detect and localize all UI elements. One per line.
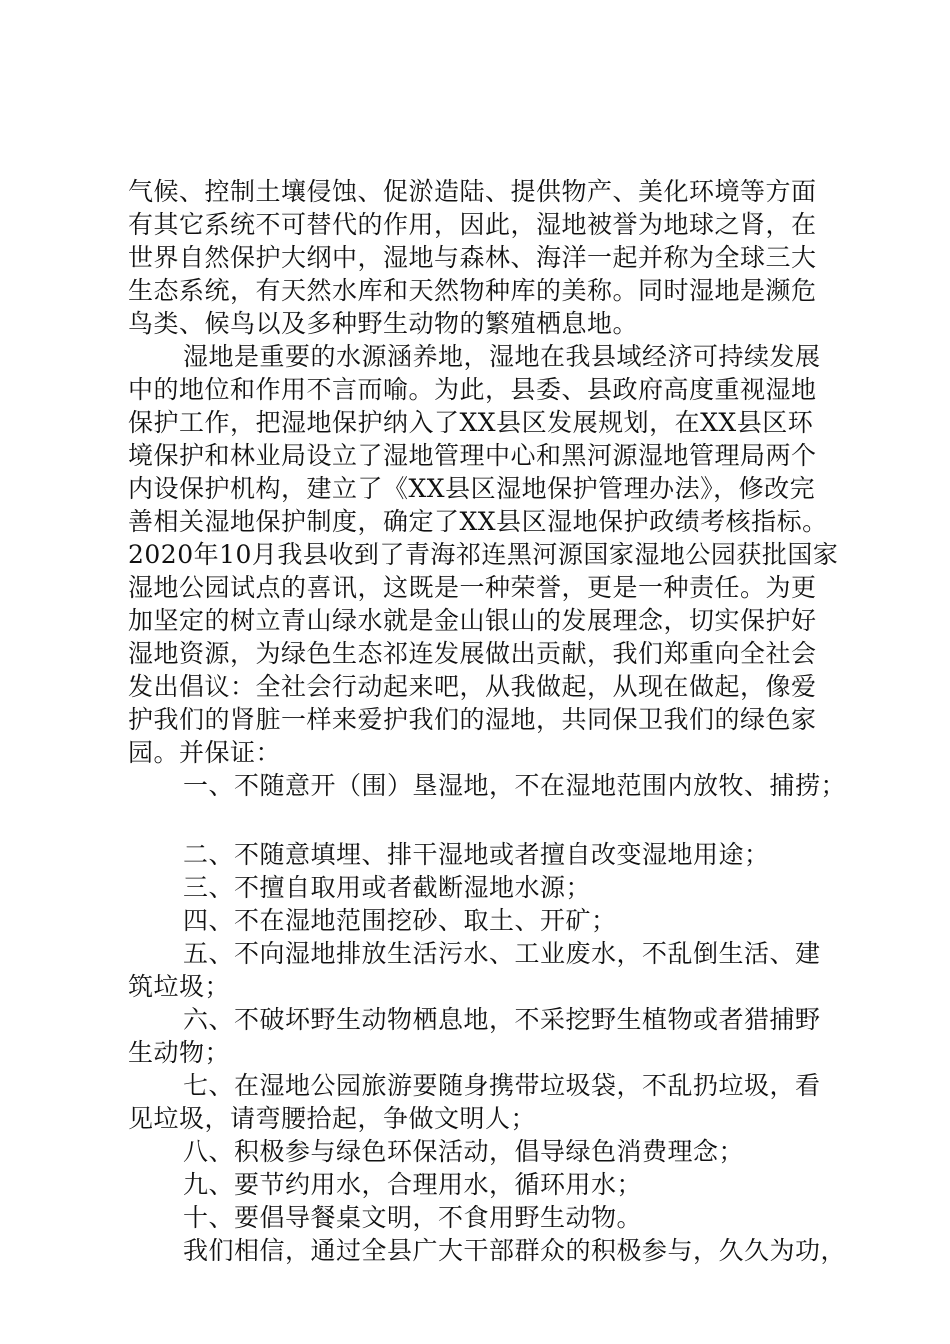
text-line: 生态系统，有天然水库和天然物种库的美称。同时湿地是濒危 (128, 276, 817, 305)
pledge-item-9: 九、要节约用水，合理用水，循环用水； (183, 1170, 643, 1199)
pledge-item-10: 十、要倡导餐桌文明，不食用野生动物。 (183, 1203, 643, 1232)
text-line: 有其它系统不可替代的作用，因此，湿地被誉为地球之肾，在 (128, 210, 817, 239)
pledge-item-5: 五、不向湿地排放生活污水、工业废水，不乱倒生活、建 (183, 939, 821, 968)
text-line: 气候、控制土壤侵蚀、促淤造陆、提供物产、美化环境等方面 (128, 177, 817, 206)
pledge-item-1: 一、不随意开（围）垦湿地，不在湿地范围内放牧、捕捞； (183, 771, 847, 800)
text-line: 园。并保证： (128, 738, 282, 767)
closing-paragraph-line: 我们相信，通过全县广大干部群众的积极参与，久久为功， (183, 1236, 847, 1265)
pledge-item-2: 二、不随意填埋、排干湿地或者擅自改变湿地用途； (183, 840, 770, 869)
pledge-item-8: 八、积极参与绿色环保活动，倡导绿色消费理念； (183, 1137, 745, 1166)
text-line: 内设保护机构，建立了《XX县区湿地保护管理办法》，修改完 (128, 474, 816, 503)
paragraph-first-line: 湿地是重要的水源涵养地，湿地在我县域经济可持续发展 (183, 342, 821, 371)
pledge-item-6: 六、不破坏野生动物栖息地，不采挖野生植物或者猎捕野 (183, 1005, 821, 1034)
text-line: 湿地公园试点的喜讯，这既是一种荣誉，更是一种责任。为更 (128, 573, 817, 602)
text-line: 中的地位和作用不言而喻。为此，县委、县政府高度重视湿地 (128, 375, 817, 404)
text-line: 鸟类、候鸟以及多种野生动物的繁殖栖息地。 (128, 309, 639, 338)
pledge-item-6-continued: 生动物； (128, 1038, 231, 1067)
pledge-item-4: 四、不在湿地范围挖砂、取土、开矿； (183, 906, 617, 935)
pledge-item-3: 三、不擅自取用或者截断湿地水源； (183, 873, 592, 902)
text-line: 加坚定的树立青山绿水就是金山银山的发展理念，切实保护好 (128, 606, 817, 635)
text-line: 善相关湿地保护制度，确定了XX县区湿地保护政绩考核指标。 (128, 507, 828, 536)
pledge-item-5-continued: 筑垃圾； (128, 972, 231, 1001)
text-line: 世界自然保护大纲中，湿地与森林、海洋一起并称为全球三大 (128, 243, 817, 272)
pledge-item-7: 七、在湿地公园旅游要随身携带垃圾袋，不乱扔垃圾，看 (183, 1071, 821, 1100)
text-line: 保护工作，把湿地保护纳入了XX县区发展规划，在XX县区环 (128, 408, 814, 437)
text-line: 护我们的肾脏一样来爱护我们的湿地，共同保卫我们的绿色家 (128, 705, 817, 734)
text-line: 湿地资源，为绿色生态祁连发展做出贡献，我们郑重向全社会 (128, 639, 817, 668)
text-line: 2020年10月我县收到了青海祁连黑河源国家湿地公园获批国家 (128, 540, 839, 569)
text-line: 境保护和林业局设立了湿地管理中心和黑河源湿地管理局两个 (128, 441, 817, 470)
text-line: 发出倡议：全社会行动起来吧，从我做起，从现在做起，像爱 (128, 672, 817, 701)
pledge-item-7-continued: 见垃圾，请弯腰拾起，争做文明人； (128, 1104, 537, 1133)
